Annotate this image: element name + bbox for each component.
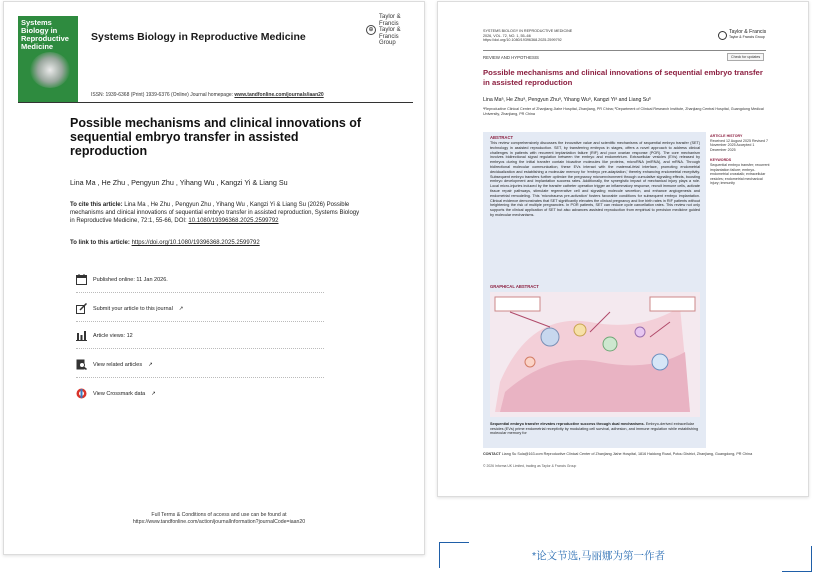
divider xyxy=(76,348,324,349)
graphical-abstract-caption xyxy=(490,422,700,436)
cover-title: Systems Biology in Reproductive Medicine xyxy=(21,18,69,51)
calendar-icon xyxy=(76,274,87,285)
journal-header xyxy=(483,29,572,43)
published-online-row xyxy=(76,274,168,285)
issn-line xyxy=(91,92,324,98)
citation-text: Lina Ma , He Zhu , Pengyun Zhu , Yihang Wu , Kangzi Yi & Liang Su (2026) Possible mechanisms and clinical innovations of sequential embryo transfer in assisted reproduction, Systems Biology in Reproductive Medicine, 72:1, 55-66, DOI: xyxy=(70,202,360,224)
abstract-heading: ABSTRACT xyxy=(490,135,514,140)
article-sidebar xyxy=(710,132,770,186)
external-link-icon: ↗ xyxy=(148,361,153,368)
publisher-logo xyxy=(366,14,415,47)
divider xyxy=(76,377,324,378)
copyright: © 2026 Informa UK Limited, trading as Taylor & Francis Group xyxy=(483,464,577,468)
image-caption: *论文节选,马丽娜为第一作者 xyxy=(532,550,666,562)
doi-link[interactable]: 10.1080/19396368.2025.2599792 xyxy=(188,218,279,224)
keywords-heading: KEYWORDS xyxy=(710,158,732,163)
keywords-list: Sequential embryo transfer; recurrent implantation failure; embryo-endometrial crosstalk; extracellular vesicles; endometrial mechanical injury; immunity xyxy=(710,162,770,186)
publisher-logo-icon xyxy=(718,31,727,40)
publisher-logo xyxy=(718,30,771,41)
abstract-panel xyxy=(483,132,706,448)
caption-bracket-left xyxy=(439,542,469,568)
first-article-page xyxy=(437,1,809,497)
graphical-abstract-heading: GRAPHICAL ABSTRACT xyxy=(490,284,539,289)
related-articles-link[interactable]: View related articles xyxy=(93,361,143,368)
submit-article-row[interactable] xyxy=(76,303,183,314)
article-link-line xyxy=(70,240,260,246)
crossmark-link[interactable]: View Crossmark data xyxy=(93,390,146,397)
history-dates: Received 12 August 2025 Revised 7 November 2025 Accepted 1 December 2025 xyxy=(710,138,768,152)
external-link-icon: ↗ xyxy=(151,390,156,397)
divider xyxy=(76,321,324,322)
divider xyxy=(76,292,324,293)
journal-name: Systems Biology in Reproductive Medicine xyxy=(91,31,306,43)
terms-footer xyxy=(104,512,334,526)
contact-line xyxy=(483,452,768,457)
caption-bracket-right xyxy=(782,546,812,572)
submit-article-link[interactable]: Submit your article to this journal xyxy=(93,305,173,312)
bar-chart-icon xyxy=(76,330,87,341)
journal-cover-image xyxy=(18,16,78,102)
citation-label: To cite this article: xyxy=(70,202,125,208)
journal-header-title: SYSTEMS BIOLOGY IN REPRODUCTIVE MEDICINE xyxy=(483,29,573,33)
history-heading: ARTICLE HISTORY xyxy=(710,134,743,138)
publisher-logo-icon: ⊕ xyxy=(366,25,376,35)
citation-block xyxy=(70,201,360,225)
external-link-icon: ↗ xyxy=(178,305,184,312)
caption-bold: Sequential embryo transfer elevates reproductive success through dual mechanisms. xyxy=(490,422,645,426)
publisher-name: Taylor & Francis xyxy=(729,29,767,35)
publisher-group: Taylor & Francis Group xyxy=(379,27,401,46)
check-updates-button[interactable]: Check for updates xyxy=(727,53,764,61)
article-link[interactable]: https://doi.org/10.1080/19396368.2025.2599792 xyxy=(131,240,260,246)
publisher-name: Taylor & Francis xyxy=(379,14,401,27)
author-list: Lina Ma , He Zhu , Pengyun Zhu , Yihang Wu , Kangzi Yi & Liang Su xyxy=(70,178,288,187)
graphical-abstract-figure xyxy=(490,292,700,417)
terms-text: Full Terms & Conditions of access and use can be found at xyxy=(151,512,287,518)
abstract-text: This review comprehensively discusses the innovative value and scientific mechanisms of sequential embryo transfer (SET) technology in assisted reproduction. SET, by transferring embryos in stages, offers a novel approach to address clinical challenges in patients with recurrent implantation failure (RIF) and poor ovarian response (POR). The core mechanism involves bidirectional signal regulation between the embryo and endometrium. Extracellular vesicles (EVs) released by embryos during the initial transfer contain bioactive molecules like proteins, microRNA (miRNA), and mRNA. Through bidirectional molecular communication, these EVs interact with the maternal-fetal interface, promoting endometrial decidualization and establishing a molecular memory for 'embryo pre-adaptation,' thereby enhancing endometrial receptivity. Subsequent embryo transfers further optimize the pregnancy microenvironment through cumulative signaling effects, boosting embryo development and implantation success rates. Additionally, the synergistic impact of mechanical injury plays a role. Local micro-injuries induced by the transfer catheter operation trigger an inflammatory response, recruit immune cells, activate tissue repair pathways, stimulate regenerative cell and signaling molecule secretion, and enhance angiogenesis and endometrial remodeling. This 'microtrauma pre-activation' fosters favorable conditions for subsequent embryo implantation. Clinical evidence demonstrates that SET significantly elevates the clinical pregnancy and live birth rates in RIF patients without heightening the risk of multiple pregnancies. In POR patients, SET can reduce cycle cancellation rates. This review not only supports the clinical application of SET but also advances assisted reproduction from empirical to precision medicine guided by molecular mechanisms. xyxy=(490,141,700,217)
contact-text: Liang Su Sula@163.com Reproductive Clinical Center of Zhanjiang Jiahe Hospital, 1816 Haidong Road, Potou District, Zhanjiang, Guangdong, PR China xyxy=(501,452,753,456)
article-link-label: To link to this article: xyxy=(70,240,132,246)
published-online-text: Published online: 11 Jan 2026. xyxy=(93,276,168,283)
cover-page xyxy=(3,1,425,555)
issn-text: ISSN: 1939-6368 (Print) 1939-6376 (Online) Journal homepage: xyxy=(91,92,235,98)
article-title: Possible mechanisms and clinical innovations of sequential embryo transfer in assisted reproduction xyxy=(483,68,763,87)
article-title: Possible mechanisms and clinical innovations of sequential embryo transfer in assisted reproduction xyxy=(70,116,362,158)
contact-label: CONTACT xyxy=(483,452,501,456)
journal-homepage-link[interactable]: www.tandfonline.com/journals/iaan20 xyxy=(234,92,324,98)
search-doc-icon xyxy=(76,359,87,370)
terms-link[interactable]: https://www.tandfonline.com/action/journalInformation?journalCode=iaan20 xyxy=(132,519,306,525)
edit-icon xyxy=(76,303,87,314)
divider xyxy=(18,102,413,103)
caption-text: Embryo-derived extracellular vesicles (EVs) prime endometrial receptivity by modulating cell survival, adhesion, and immune regulation while establishing molecular memory for xyxy=(490,422,699,436)
crossmark-row[interactable] xyxy=(76,388,156,399)
journal-header-doi[interactable]: https://doi.org/10.1080/19396368.2025.2599792 xyxy=(483,38,562,43)
publisher-group: Taylor & Francis Group xyxy=(729,35,765,40)
article-views-text: Article views: 12 xyxy=(93,332,133,339)
author-list: Lina Maᵃ, He Zhuᵃ, Pengyun Zhuᵃ, Yihang Wuᵃ, Kangzi Yiᵃ and Liang Suᵇ xyxy=(483,97,652,103)
divider xyxy=(483,50,766,51)
crossmark-icon xyxy=(76,388,87,399)
related-articles-row[interactable] xyxy=(76,359,153,370)
article-type: REVIEW AND HYPOTHESIS xyxy=(483,55,539,60)
affiliations: ᵃReproductive Clinical Center of Zhanjiang Jiahe Hospital, Zhanjiang, PR China; ᵇDepartment of Clinical Research Institute, Zhanjiang Central Hospital, Guangdong Medical University, Zhanjiang, PR China xyxy=(483,107,764,116)
cover-illustration xyxy=(30,52,70,88)
article-views-row xyxy=(76,330,133,341)
journal-header-volume: 2026, VOL. 72, NO. 1, 55–66 xyxy=(483,33,531,38)
